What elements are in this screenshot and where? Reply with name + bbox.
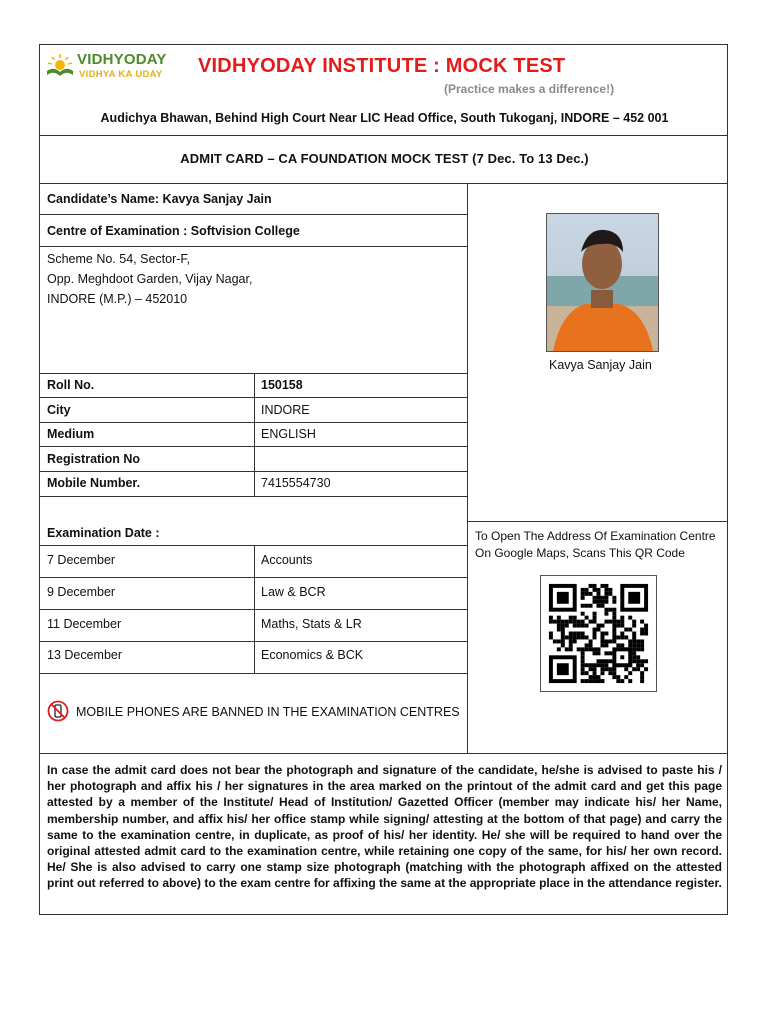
- schedule-subject: Accounts: [261, 553, 313, 567]
- exam-centre: Centre of Examination : Softvision College: [47, 224, 300, 238]
- map-qr-code[interactable]: [540, 575, 657, 692]
- city-label: City: [47, 403, 71, 417]
- schedule-subject: Law & BCR: [261, 585, 326, 599]
- exam-date-label: Examination Date :: [47, 526, 160, 540]
- schedule-date: 11 December: [47, 617, 122, 631]
- schedule-date: 13 December: [47, 648, 123, 662]
- centre-address-line-3: INDORE (M.P.) – 452010: [47, 292, 188, 306]
- logo-tagline: VIDHYA KA UDAY: [79, 69, 163, 80]
- no-mobile-icon: [47, 700, 69, 722]
- centre-address-line-2: Opp. Meghdoot Garden, Vijay Nagar,: [47, 272, 253, 286]
- tagline: (Practice makes a difference!): [444, 82, 615, 96]
- city-value: INDORE: [261, 403, 310, 417]
- logo-name: VIDHYODAY: [77, 51, 167, 68]
- institute-logo: [44, 47, 174, 83]
- photo-caption: Kavya Sanjay Jain: [549, 358, 652, 372]
- page-title: VIDHYODAY INSTITUTE : MOCK TEST: [198, 55, 566, 77]
- schedule-subject: Maths, Stats & LR: [261, 617, 362, 631]
- sunrise-book-icon: [44, 51, 76, 81]
- candidate-photo: [546, 213, 659, 352]
- instructions-text: In case the admit card does not bear the photograph and signature of the candidate, he/she is advised to paste his / her photograph and affix his / her signatures in the area marked on the printout of the admit card and get this page attested by a member of the Institute/ Head of Institution/ Gazetted Officer (member may indicate his/ her Name, membership number, and affix his/ her office stamp while signing/ attesting at the bottom of that page) and carry the same to the examination centre, in duplicate, as proof of his/ her identity. He/ she will be required to hand over the original attested admit card to the examination centre, while retaining one copy of the same, for his/ her own record. He/ She is also advised to carry one stamp size photograph (matching with the photograph affixed on the attested print out referred to above) to the exam centre for affixing the same at the appropriate place in the attendance register.: [47, 763, 722, 891]
- institute-address: Audichya Bhawan, Behind High Court Near LIC Head Office, South Tukoganj, INDORE – 452 001: [100, 111, 669, 125]
- admit-card: [39, 44, 728, 915]
- schedule-date: 9 December: [47, 585, 116, 599]
- mobile-ban-notice: MOBILE PHONES ARE BANNED IN THE EXAMINATION CENTRES: [76, 705, 460, 719]
- roll-no-label: Roll No.: [47, 378, 95, 392]
- medium-value: ENGLISH: [261, 427, 316, 441]
- schedule-subject: Economics & BCK: [261, 648, 364, 662]
- roll-no-value: 150158: [261, 378, 303, 392]
- schedule-date: 7 December: [47, 553, 116, 567]
- medium-label: Medium: [47, 427, 95, 441]
- registration-label: Registration No: [47, 452, 141, 466]
- candidate-name: Candidate’s Name: Kavya Sanjay Jain: [47, 192, 272, 206]
- centre-address-line-1: Scheme No. 54, Sector-F,: [47, 252, 191, 266]
- mobile-value: 7415554730: [261, 476, 331, 490]
- mobile-label: Mobile Number.: [47, 476, 141, 490]
- admit-card-title: ADMIT CARD – CA FOUNDATION MOCK TEST (7 Dec. To 13 Dec.): [180, 151, 589, 166]
- qr-instruction: To Open The Address Of Examination Centre On Google Maps, Scans This QR Code: [475, 529, 716, 560]
